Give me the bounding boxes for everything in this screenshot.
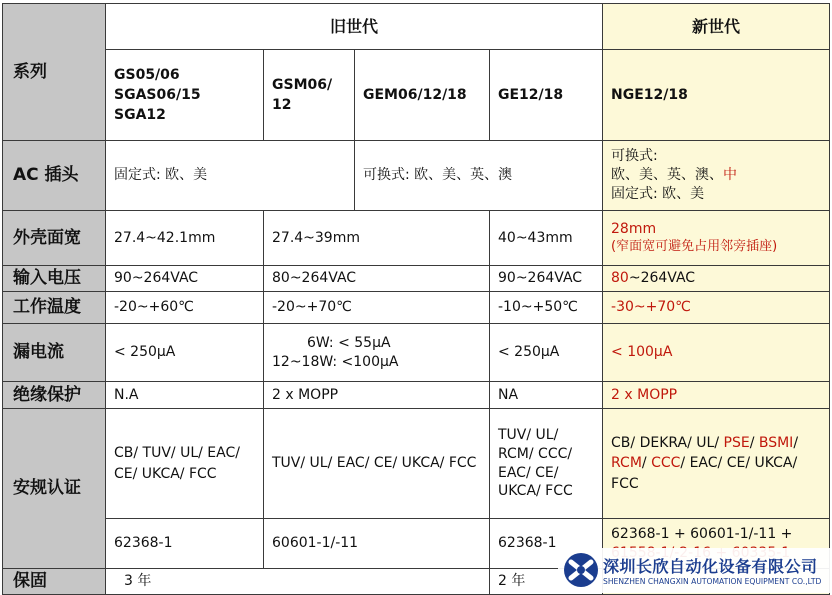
safety-new-cert-bsmi: BSMI: [758, 435, 794, 452]
insulation-label: 绝缘保护: [3, 382, 106, 409]
safety-new-std-line1: 62368-1 + 60601-1/-11 +: [611, 526, 793, 543]
width-new-note: (窄面宽可避免占用邻旁插座): [611, 238, 778, 254]
safety-new-cert-pse: PSE: [723, 435, 750, 452]
warranty-ge: 2 年: [490, 569, 603, 595]
temperature-label: 工作温度: [3, 292, 106, 324]
model-nge: NGE12/18: [603, 50, 830, 141]
model-gem: GEM06/12/18: [355, 50, 490, 141]
width-ge: 40~43mm: [490, 211, 603, 266]
ac-plug-row: [3, 141, 830, 211]
input-voltage-gs: 90~264VAC: [106, 266, 264, 292]
safety-new-cert-1: CB/ DEKRA/ UL/: [611, 435, 724, 452]
input-voltage-new: [603, 266, 830, 292]
leakage-gs: < 250μA: [106, 324, 264, 382]
width-gs: 27.4~42.1mm: [106, 211, 264, 266]
model-row: [3, 50, 830, 141]
company-logo-icon: [562, 551, 600, 589]
safety-gsm-std: 60601-1/-11: [264, 519, 490, 569]
safety-ge-std: 62368-1: [490, 519, 603, 569]
old-gen-header: 旧世代: [106, 4, 603, 50]
safety-new-cert-4: /: [641, 455, 652, 472]
leakage-row: [3, 324, 830, 382]
model-gsm: [264, 50, 355, 141]
temperature-row: [3, 292, 830, 324]
warranty-gs: 3 年: [106, 569, 490, 595]
input-voltage-ge: 90~264VAC: [490, 266, 603, 292]
input-voltage-new-red: 80: [611, 270, 629, 287]
insulation-new: 2 x MOPP: [603, 382, 830, 409]
safety-new-cert-2: /: [749, 435, 759, 452]
leakage-label: 漏电流: [3, 324, 106, 382]
safety-ge-cert: TUV/ UL/ RCM/ CCC/ EAC/ CE/ UKCA/ FCC: [490, 409, 603, 519]
temperature-new: -30~+70℃: [603, 292, 830, 324]
model-gs: [106, 50, 264, 141]
ac-plug-new: [603, 141, 830, 211]
company-logo: [558, 548, 832, 593]
safety-gs-cert: CB/ TUV/ UL/ EAC/ CE/ UKCA/ FCC: [106, 409, 264, 519]
safety-new-cert-3: /: [793, 435, 799, 452]
safety-new-cert: [603, 409, 830, 519]
model-ge: GE12/18: [490, 50, 603, 141]
width-new: [603, 211, 830, 266]
width-gsm: 27.4~39mm: [264, 211, 490, 266]
safety-new-cert-ccc: CCC: [651, 455, 681, 472]
leakage-ge: < 250μA: [490, 324, 603, 382]
width-row: [3, 211, 830, 266]
safety-gsm-cert: TUV/ UL/ EAC/ CE/ UKCA/ FCC: [264, 409, 490, 519]
model-gs-text: GS05/06 SGAS06/15 SGA12: [114, 66, 201, 124]
safety-new-cert-rcm: RCM: [611, 455, 642, 472]
model-gsm-text: GSM06/ 12: [272, 76, 333, 113]
ac-plug-new-china: 中: [723, 167, 738, 184]
insulation-row: [3, 382, 830, 409]
safety-new-cert-5: / EAC/ CE/ UKCA/ FCC: [611, 455, 798, 492]
new-gen-header: 新世代: [603, 4, 830, 50]
leakage-gsm-line1: 6W: < 55μA: [307, 334, 391, 351]
input-voltage-new-rest: ~264VAC: [628, 270, 696, 287]
comparison-table: [2, 3, 830, 595]
temperature-gsm: -20~+70℃: [264, 292, 490, 324]
insulation-gs: N.A: [106, 382, 264, 409]
warranty-label: 保固: [3, 569, 106, 595]
safety-gs-std: 62368-1: [106, 519, 264, 569]
header-row: [3, 4, 830, 50]
safety-label: 安规认证: [3, 409, 106, 569]
input-voltage-row: [3, 266, 830, 292]
insulation-ge: NA: [490, 382, 603, 409]
ac-plug-new-line2: [611, 166, 821, 185]
width-label: 外壳面宽: [3, 211, 106, 266]
ac-plug-new-line2-main: 欧、美、英、澳、: [611, 167, 724, 184]
safety-cert-row: [3, 409, 830, 519]
ac-plug-new-line3: 固定式: 欧、美: [611, 185, 705, 202]
input-voltage-gsm: 80~264VAC: [264, 266, 490, 292]
ac-plug-swappable: 可换式: 欧、美、英、澳: [355, 141, 603, 211]
leakage-new: < 100μA: [603, 324, 830, 382]
series-label: 系列: [3, 4, 106, 141]
input-voltage-label: 输入电压: [3, 266, 106, 292]
ac-plug-label: AC 插头: [3, 141, 106, 211]
temperature-gs: -20~+60℃: [106, 292, 264, 324]
company-name-cn: 深圳长欣自动化设备有限公司: [603, 557, 818, 576]
temperature-ge: -10~+50℃: [490, 292, 603, 324]
ac-plug-fixed: 固定式: 欧、美: [106, 141, 355, 211]
leakage-gsm: [264, 324, 490, 382]
width-new-value: 28mm: [611, 221, 657, 238]
company-name-en: SHENZHEN CHANGXIN AUTOMATION EQUIPMENT CO.,LTD: [603, 577, 822, 586]
leakage-gsm-line2: 12~18W: <100μA: [272, 353, 399, 370]
ac-plug-new-line1: 可换式:: [611, 148, 658, 165]
insulation-gsm: 2 x MOPP: [264, 382, 490, 409]
